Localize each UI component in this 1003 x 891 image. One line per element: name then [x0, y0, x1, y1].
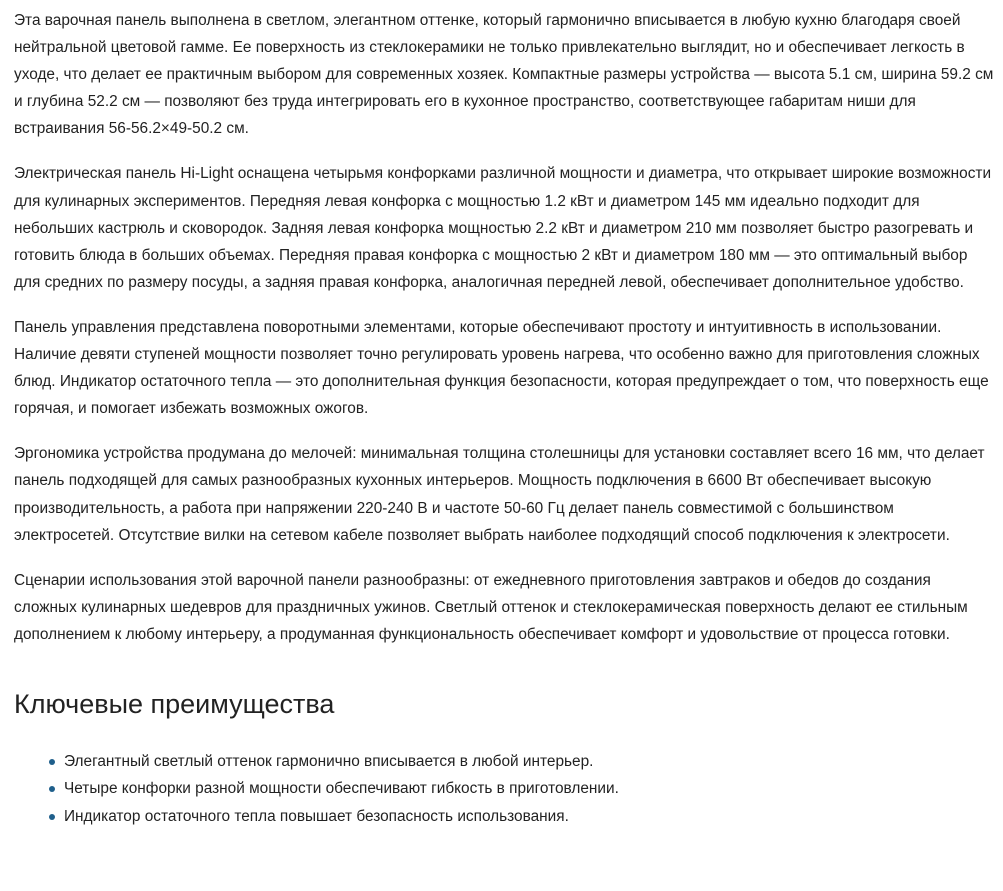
description-paragraph-3: Панель управления представлена поворотными элементами, которые обеспечивают простоту и интуитивность в использовании. Наличие девяти ступеней мощности позволяет точно регулировать уровень нагрева, что особенно важно для приготовления сложных блюд. Индикатор остаточного тепла — это дополнительная функция безопасности, которая предупреждает о том, что поверхность еще горячая, и помогает избежать возможных ожогов.: [14, 318, 989, 418]
benefits-list: [14, 748, 996, 830]
list-item: [14, 803, 996, 830]
list-item: [14, 775, 996, 802]
benefit-text: Элегантный светлый оттенок гармонично вписывается в любой интерьер.: [64, 752, 594, 770]
product-description: [14, 7, 996, 830]
description-paragraph-2: Электрическая панель Hi-Light оснащена четырьмя конфорками различной мощности и диаметра, что открывает широкие возможности для кулинарных экспериментов. Передняя левая конфорка с мощностью 1.2 кВт и диаметром 145 мм идеально подходит для небольших кастрюль и сковородок. Задняя левая конфорка мощностью 2.2 кВт и диаметром 210 мм позволяет быстро разогревать и готовить блюда в больших объемах. Передняя правая конфорка с мощностью 2 кВт и диаметром 180 мм — это оптимальный выбор для средних по размеру посуды, а задняя правая конфорка, аналогичная передней левой, обеспечивает дополнительное удобство.: [14, 165, 992, 291]
description-paragraph-4: Эргономика устройства продумана до мелочей: минимальная толщина столешницы для установки составляет всего 16 мм, что делает панель подходящей для самых разнообразных кухонных интерьеров. Мощность подключения в 6600 Вт обеспечивает высокую производительность, а работа при напряжении 220-240 В и частоте 50-60 Гц делает панель совместимой с большинством электросетей. Отсутствие вилки на сетевом кабеле позволяет выбрать наиболее подходящий способ подключения к электросети.: [14, 445, 985, 544]
bullet-icon: [49, 814, 55, 820]
benefit-text: Четыре конфорки разной мощности обеспечивают гибкость в приготовлении.: [64, 780, 619, 798]
benefit-text: Индикатор остаточного тепла повышает безопасность использования.: [64, 807, 569, 825]
description-paragraph-5: Сценарии использования этой варочной панели разнообразны: от ежедневного приготовления завтраков и обедов до создания сложных кулинарных шедевров для праздничных ужинов. Светлый оттенок и стеклокерамическая поверхность делают ее стильным дополнением к любому интерьеру, а продуманная функциональность обеспечивает комфорт и удовольствие от процесса готовки.: [14, 571, 968, 643]
benefits-heading: Ключевые преимущества: [14, 688, 335, 719]
bullet-icon: [49, 786, 55, 792]
list-item: [14, 748, 996, 775]
bullet-icon: [49, 759, 55, 765]
description-paragraph-1: Эта варочная панель выполнена в светлом, элегантном оттенке, который гармонично вписывается в любую кухню благодаря своей нейтральной цветовой гамме. Ее поверхность из стеклокерамики не только привлекательно выглядит, но и обеспечивает легкость в уходе, что делает ее практичным выбором для современных хозяек. Компактные размеры устройства — высота 5.1 см, ширина 59.2 см и глубина 52.2 см — позволяют без труда интегрировать его в кухонное пространство, соответствующее габаритам ниши для встраивания 56-56.2×49-50.2 см.: [14, 12, 994, 138]
